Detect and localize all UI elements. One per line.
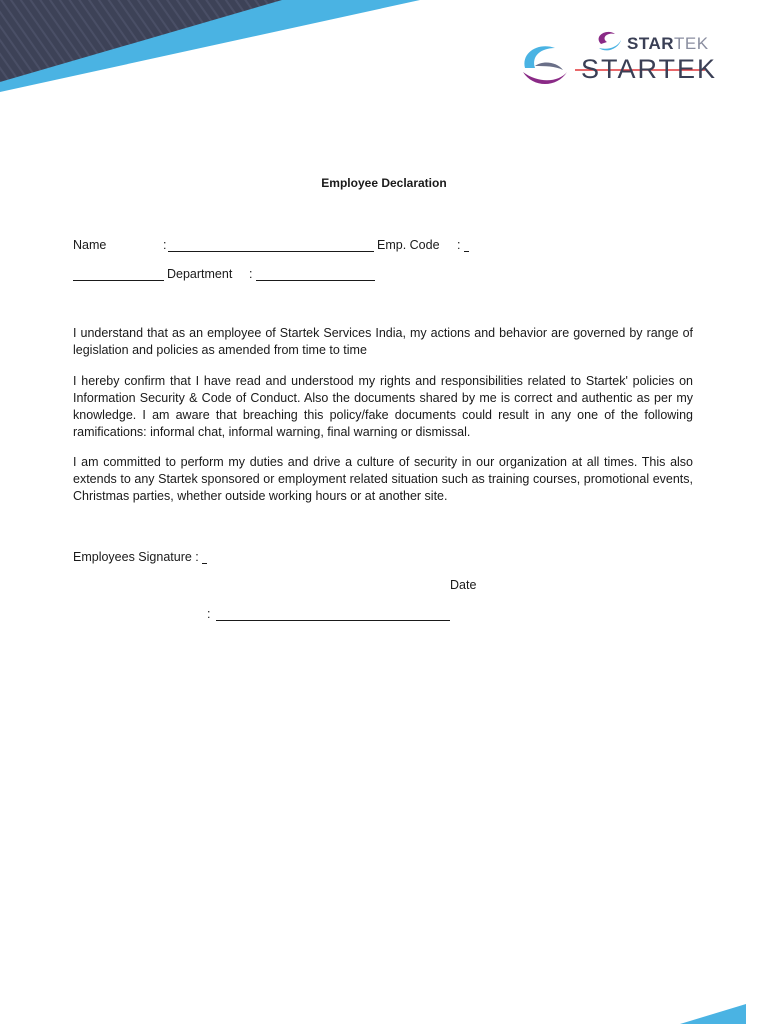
department-label: Department [167, 267, 233, 281]
footer-accent [0, 990, 768, 1024]
name-field[interactable] [168, 251, 374, 252]
emp-code-label: Emp. Code [377, 238, 440, 252]
department-field[interactable] [256, 280, 375, 281]
logo-small-wordmark-start: STAR [627, 34, 675, 53]
signature-field[interactable] [202, 563, 207, 564]
date-colon: : [207, 607, 211, 621]
document-title: Employee Declaration [321, 176, 447, 190]
date-label: Date [450, 578, 477, 592]
declaration-paragraph-2: I hereby confirm that I have read and understood my rights and responsibilities related to Startek' policies on Information Security & Code of Conduct. Also the documents shared by me is correct and authentic as per my knowledge. I am aware that breaching this policy/fake documents could result in any one of the following ramifications: informal chat, informal warning, final warning or dismissal. [73, 374, 693, 439]
emp-code-colon: : [457, 238, 461, 252]
logo-large-wordmark: STARTEK [581, 54, 718, 84]
name-label: Name [73, 238, 107, 252]
declaration-paragraph-1: I understand that as an employee of Startek Services India, my actions and behavior are governed by range of legislation and policies as amended from time to time [73, 326, 693, 357]
signature-label: Employees Signature : [73, 550, 199, 564]
logo-small-wordmark-end: TEK [674, 34, 709, 53]
department-colon: : [249, 267, 253, 281]
declaration-paragraph-3: I am committed to perform my duties and drive a culture of security in our organization at all times. This also extends to any Startek sponsored or employment related situation such as training courses, promotional events, Christmas parties, whether outside working hours or at another site. [73, 455, 693, 503]
name-colon: : [163, 238, 167, 252]
date-field[interactable] [216, 620, 450, 621]
startek-logo [515, 26, 718, 96]
emp-code-field[interactable] [464, 251, 469, 252]
department-prefix-line[interactable] [73, 280, 164, 281]
